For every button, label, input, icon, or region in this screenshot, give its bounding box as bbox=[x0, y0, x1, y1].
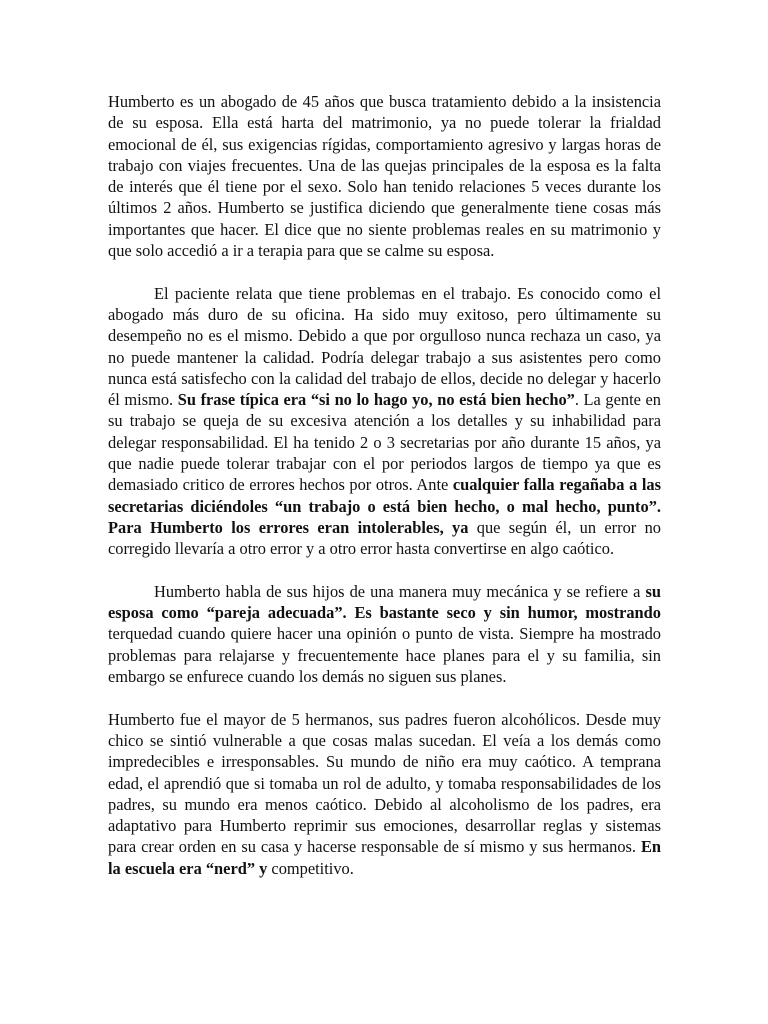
bold-text-run: Su frase típica era “si no lo hago yo, no está bien hecho” bbox=[177, 390, 575, 410]
bold-text-run: En la escuela era “nerd” y bbox=[108, 837, 661, 878]
text-run: terquedad cuando quiere hacer una opinión o punto de vista. Siempre ha mostrado problemas para relajarse y frecuentemente hace planes para el y su familia, sin embargo se enfurece cuando los demás no siguen sus planes. bbox=[108, 624, 661, 687]
text-run: Humberto habla de sus hijos de una manera muy mecánica y se refiere a bbox=[154, 581, 646, 601]
bold-text-run: cualquier falla regañaba a las secretarias diciéndoles “un trabajo o está bien hecho, o mal hecho, punto”. Para Humberto los errores eran intolerables, ya bbox=[108, 475, 661, 537]
text-run: El paciente relata que tiene problemas en el trabajo. Es conocido como el abogado más duro de su oficina. Ha sido muy exitoso, pero últimamente su desempeño no es el mismo. Debido a que por orgulloso nunca rechaza un caso, ya no puede mantener la calidad. Podría delegar trabajo a sus asistentes pero como nunca está satisfecho con la calidad del trabajo de ellos, decide no delegar y hacerlo él mismo. bbox=[108, 283, 661, 410]
document-body bbox=[108, 91, 661, 879]
text-run: Humberto es un abogado de 45 años que busca tratamiento debido a la insistencia de su esposa. Ella está harta del matrimonio, ya no puede tolerar la frialdad emocional de él, sus exigencias rígidas, comportamiento agresivo y largas horas de trabajo con viajes frecuentes. Una de las quejas principales de la esposa es la falta de interés que él tiene por el sexo. Solo han tenido relaciones 5 veces durante los últimos 2 años. Humberto se justifica diciendo que generalmente tiene cosas más importantes que hacer. El dice que no siente problemas reales en su matrimonio y que solo accedió a ir a terapia para que se calme su esposa. bbox=[108, 92, 661, 261]
paragraph-1 bbox=[108, 91, 661, 261]
paragraph-4 bbox=[108, 709, 661, 879]
text-run: que según él, un error no corregido llevaría a otro error y a otro error hasta convertirse en algo caótico. bbox=[108, 517, 661, 559]
text-run: Humberto fue el mayor de 5 hermanos, sus padres fueron alcohólicos. Desde muy chico se sintió vulnerable a que cosas malas sucedan. El veía a los demás como impredecibles e irresponsables. Su mundo de niño era muy caótico. A temprana edad, el aprendió que si tomaba un rol de adulto, y tomaba responsabilidades de los padres, su mundo era menos caótico. Debido al alcoholismo de los padres, era adaptativo para Humberto reprimir sus emociones, desarrollar reglas y sistemas para crear orden en su casa y hacerse responsable de sí mismo y sus hermanos. bbox=[108, 709, 661, 857]
text-run: . La gente en su trabajo se queja de su excesiva atención a los detalles y su inhabilidad para delegar responsabilidad. El ha tenido 2 o 3 secretarias por año durante 15 años, ya que nadie puede tolerar trabajar con el por periodos largos de tiempo ya que es demasiado critico de errores hechos por otros. Ante bbox=[108, 390, 661, 495]
text-run: competitivo. bbox=[267, 858, 354, 878]
paragraph-2 bbox=[108, 283, 661, 560]
bold-text-run: su esposa como “pareja adecuada”. Es bastante seco y sin humor, mostrando bbox=[108, 581, 661, 623]
paragraph-3 bbox=[108, 581, 661, 687]
